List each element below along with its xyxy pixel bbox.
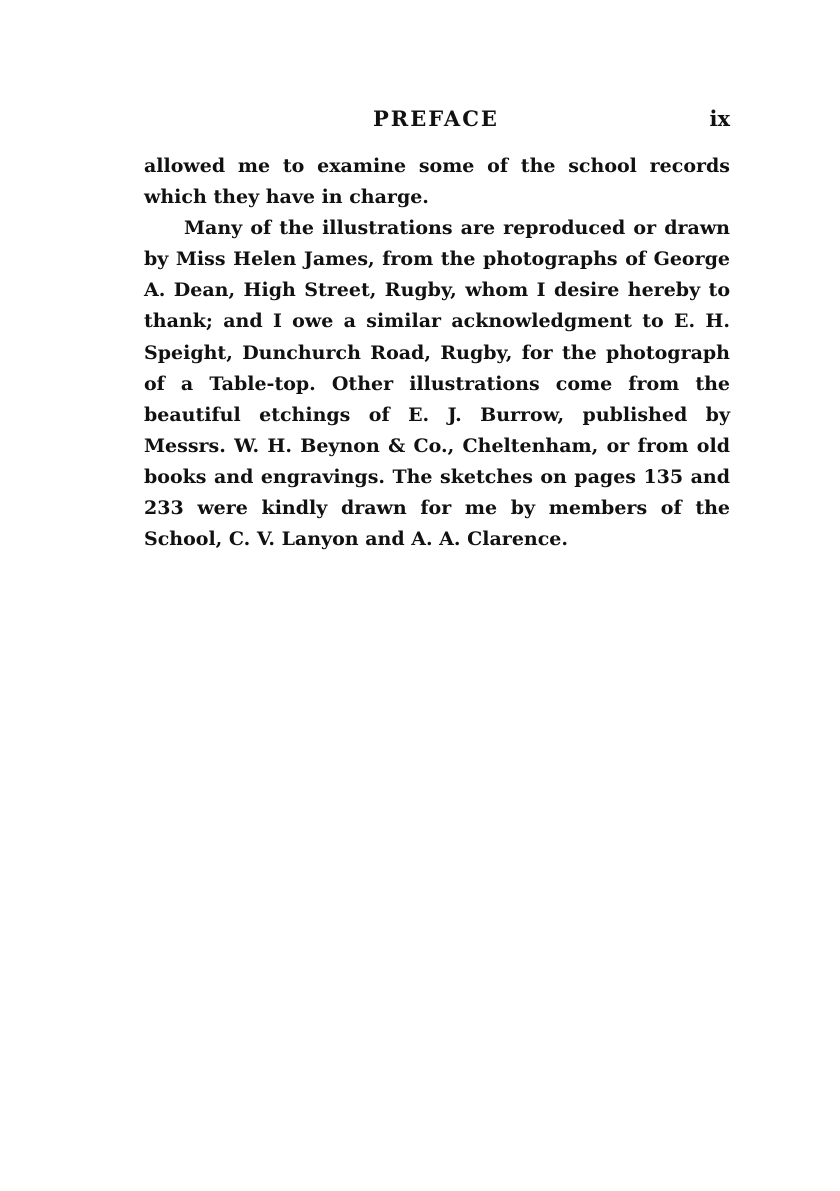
page-number: ix — [709, 106, 730, 131]
running-title: PREFACE — [373, 106, 499, 131]
paragraph-illustrations: Many of the illustrations are reproduced or drawn by Miss Helen James, from the photographs of George A. Dean, High Street, Rugby, whom I desire hereby to thank; and I owe a similar acknowledgment to E. H. Speight, Dunchurch Road, Rugby, for the photograph of a Table-top. Other illustrations come from the beautiful etchings of E. J. Burrow, published by Messrs. W. H. Beynon & Co., Cheltenham, or from old books and engravings. The sketches on pages 135 and 233 were kindly drawn for me by members of the School, C. V. Lanyon and A. A. Clarence. — [144, 217, 730, 551]
running-head — [0, 106, 840, 138]
paragraph-continued: allowed me to examine some of the school records which they have in charge. — [144, 155, 730, 209]
preface-text — [144, 151, 730, 555]
